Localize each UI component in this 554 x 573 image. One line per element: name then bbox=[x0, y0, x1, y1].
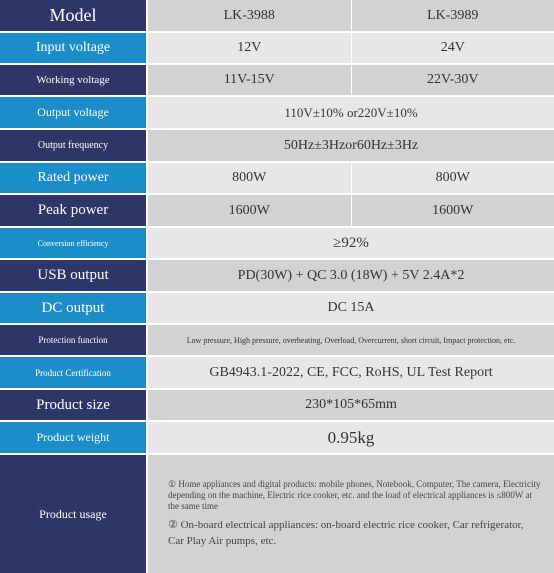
label-usb-output: USB output bbox=[0, 260, 148, 293]
value-model-2: LK-3989 bbox=[351, 0, 554, 31]
row-product-usage bbox=[0, 455, 554, 573]
row-conversion-efficiency bbox=[0, 228, 554, 260]
value-working-voltage-2: 22V-30V bbox=[351, 65, 554, 95]
value-output-voltage: 110V±10% or220V±10% bbox=[284, 104, 418, 120]
value-dc-output: DC 15A bbox=[327, 300, 375, 315]
row-working-voltage bbox=[0, 65, 554, 97]
label-rated-power: Rated power bbox=[0, 163, 148, 195]
row-usb-output bbox=[0, 260, 554, 293]
row-rated-power bbox=[0, 163, 554, 195]
value-product-weight: 0.95kg bbox=[327, 427, 375, 447]
label-product-size: Product size bbox=[0, 390, 148, 422]
row-input-voltage bbox=[0, 33, 554, 65]
value-working-voltage-1: 11V-15V bbox=[223, 72, 275, 87]
label-output-frequency: Output frequency bbox=[0, 130, 148, 163]
value-rated-power-2: 800W bbox=[351, 163, 554, 193]
value-output-frequency: 50Hz±3Hzor60Hz±3Hz bbox=[283, 137, 419, 153]
usage-line-2: ② On-board electrical appliances: on-board electric rice cooker, Car refrigerator, Car Play Air pumps, etc. bbox=[168, 519, 524, 547]
label-peak-power: Peak power bbox=[0, 195, 148, 228]
row-protection-function bbox=[0, 325, 554, 357]
value-input-voltage-2: 24V bbox=[351, 33, 554, 63]
value-conversion-efficiency: ≥92% bbox=[333, 234, 369, 251]
value-product-size: 230*105*65mm bbox=[305, 397, 397, 412]
label-dc-output: DC output bbox=[0, 293, 148, 325]
value-model-1: LK-3988 bbox=[223, 7, 275, 23]
label-model: Model bbox=[0, 0, 148, 33]
label-working-voltage: Working voltage bbox=[0, 65, 148, 97]
row-product-certification bbox=[0, 357, 554, 390]
value-product-certification: GB4943.1-2022, CE, FCC, RoHS, UL Test Report bbox=[209, 364, 493, 380]
value-rated-power-1: 800W bbox=[232, 170, 267, 185]
row-model bbox=[0, 0, 554, 33]
value-usb-output: PD(30W) + QC 3.0 (18W) + 5V 2.4A*2 bbox=[237, 267, 465, 283]
row-product-weight bbox=[0, 422, 554, 455]
row-output-frequency bbox=[0, 130, 554, 163]
value-protection-function: Low pressure, High pressure, overheating, Overload, Overcurrent, short circuit, Impact protection, etc. bbox=[186, 335, 516, 345]
row-peak-power bbox=[0, 195, 554, 228]
row-dc-output bbox=[0, 293, 554, 325]
label-protection-function: Protection function bbox=[0, 325, 148, 357]
label-product-usage: Product usage bbox=[0, 455, 148, 573]
label-product-certification: Product Certification bbox=[0, 357, 148, 390]
label-product-weight: Product weight bbox=[0, 422, 148, 455]
value-peak-power-1: 1600W bbox=[228, 202, 270, 218]
usage-line-1: ① Home appliances and digital products: mobile phones, Notebook, Computer, The camera, Electricity depending on the machine, Electric rice cooker, etc. and the load of electrical appliances is ≤800W at the same time bbox=[168, 479, 541, 511]
value-peak-power-2: 1600W bbox=[351, 195, 554, 226]
label-output-voltage: Output voltage bbox=[0, 97, 148, 130]
label-input-voltage: Input voltage bbox=[0, 33, 148, 65]
label-conversion-efficiency: Conversion efficiency bbox=[0, 228, 148, 260]
value-input-voltage-1: 12V bbox=[237, 40, 262, 55]
row-output-voltage bbox=[0, 97, 554, 130]
row-product-size bbox=[0, 390, 554, 422]
